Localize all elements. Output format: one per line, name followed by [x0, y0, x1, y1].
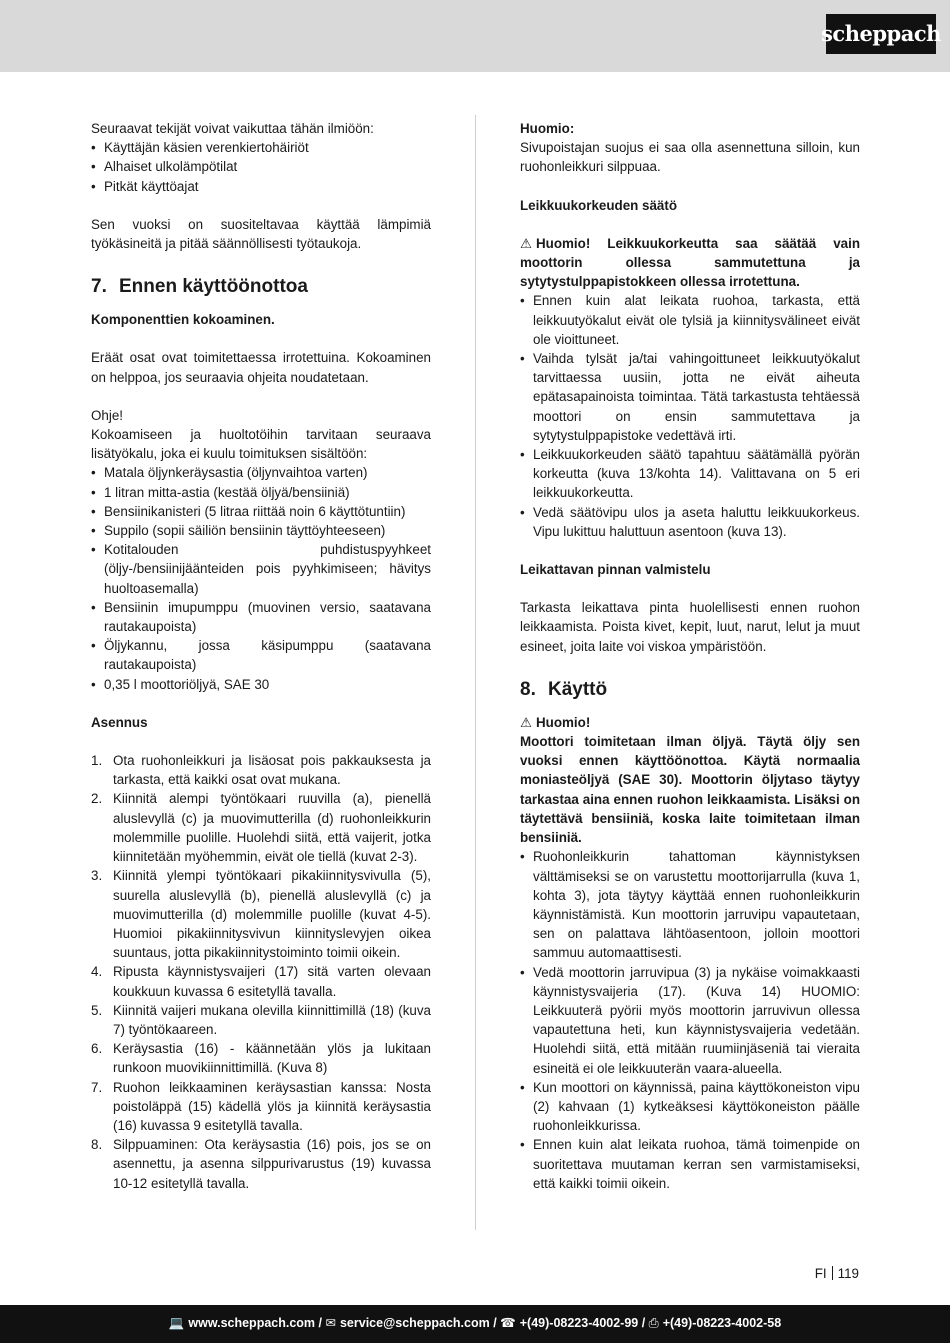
list-item: • Kotitalouden puhdistuspyyhkeet (öljy-/bensiinijäänteiden pois pyyhkimiseen; hävitys huoltoasemalla): [91, 540, 431, 598]
list-item: • 1 litran mitta-astia (kestää öljyä/bensiiniä): [91, 483, 431, 502]
footer-bar: [0, 1305, 950, 1343]
list-item: • Leikkuukorkeuden säätö tapahtuu säätämällä pyörän korkeutta (kuva 13/kohta 14). Valittavana on 5 eri leikkuukorkeutta.: [520, 445, 860, 503]
list-item: • Kun moottori on käynnissä, paina käyttökoneiston vipu (2) kahvaan (1) kytkeäksesi käyttökoneiston päälle ruohonleikkurissa.: [520, 1078, 860, 1136]
list-item: 3. Kiinnitä ylempi työntökaari pikakiinnitysvivulla (5), suurella aluslevyllä (b), pienellä aluslevyllä (c) ja muovimutterilla (d) molemmille puolille (kuvat 4-5). Huomioi pikakiinnitysvivun kiinnityslevyjen oikea suuntaus, jotta pikakiinnitystoiminto toimii oikein.: [91, 868, 431, 961]
footer-email: service@scheppach.com /: [339, 1316, 497, 1331]
left-column: [91, 119, 431, 1193]
list-item: • Vaihda tylsät ja/tai vahingoittuneet leikkuutyökalut tarvittaessa uusiin, jotta ne eivät aiheuta epätasapainoista toimintaa. Tätä tarkastusta tehtäessä moottori on ensin sammutettava ja sytytystulppapistoke vedettävä irti.: [520, 349, 860, 445]
column-divider: [475, 115, 476, 1230]
list-item: • Käyttäjän käsien verenkiertohäiriöt: [91, 138, 431, 157]
footer-phone: +(49)-08223-4002-99 /: [519, 1316, 646, 1331]
vibration-intro: Seuraavat tekijät voivat vaikuttaa tähän ilmiöön:: [91, 121, 374, 136]
cutting-height-warning: ⚠ Huomio! Leikkuukorkeutta saa säätää vain moottorin ollessa sammutettuna ja sytytystulppapistokkeen ollessa irrotettuna.: [520, 235, 860, 290]
vibration-advice: Sen vuoksi on suositeltavaa käyttää lämpimiä työkäsineitä ja pitää säännöllisesti työtaukoja.: [91, 216, 431, 252]
operation-warning-text: Moottori toimitetaan ilman öljyä. Täytä öljy sen vuoksi ennen käyttöönottoa. Käytä normaalia moniasteöljyä (SAE 30). Moottorin öljytaso täytyy tarkastaa aina ennen ruohon leikkaamista. Lisäksi on täytettävä bensiiniä, koska laite toimitetaan ilman bensiiniä.: [520, 734, 860, 846]
list-item: • Pitkät käyttöajat: [91, 177, 431, 196]
list-item: 5. Kiinnitä vaijeri mukana olevilla kiinnittimillä (18) (kuva 7) työntökaareen.: [91, 1002, 431, 1037]
list-item: 1. Ota ruohonleikkuri ja lisäosat pois pakkauksesta ja tarkasta, että kaikki osat ovat mukana.: [91, 753, 431, 788]
attention-label: Huomio:: [520, 121, 575, 136]
cutting-height-heading: Leikkuukorkeuden säätö: [520, 197, 678, 213]
footer-fax: +(49)-08223-4002-58: [662, 1316, 782, 1331]
footer-web: www.scheppach.com /: [188, 1316, 322, 1331]
warning-icon: ⚠: [520, 714, 533, 730]
list-item: • Alhaiset ulkolämpötilat: [91, 157, 431, 176]
header-bar: [0, 0, 950, 72]
list-item: 7. Ruohon leikkaaminen keräysastian kanssa: Nosta poistoläppä (15) kädellä ylös ja kiinnitä keräysastia (16) kuvassa 9 esitetyllä tavalla.: [91, 1079, 431, 1133]
section-title: Ennen käyttöönottoa: [119, 276, 308, 298]
section-number: 7.: [91, 276, 107, 298]
warning-icon: ⚠: [520, 235, 533, 251]
assembly-heading: Komponenttien kokoaminen.: [91, 312, 275, 328]
list-item: • Öljykannu, jossa käsipumppu (saatavana rautakaupoista): [91, 636, 431, 674]
mail-icon: ✉: [325, 1316, 336, 1331]
fax-icon: ⎙: [648, 1316, 659, 1331]
assembly-text: Eräät osat ovat toimitettaessa irrotettuina. Kokoaminen on helppoa, jos seuraavia ohjeita noudatetaan.: [91, 350, 431, 385]
list-item: • Bensiinin imupumppu (muovinen versio, saatavana rautakaupoista): [91, 598, 431, 636]
section-7-heading: [91, 272, 431, 310]
phone-icon: ☎: [500, 1316, 516, 1331]
scheppach-logo: scheppach: [826, 14, 936, 54]
list-item: 4. Ripusta käynnistysvaijeri (17) sitä varten olevaan koukkuun kuvassa 6 esitetyllä tavalla.: [91, 964, 431, 999]
list-item: • 0,35 l moottoriöljyä, SAE 30: [91, 675, 431, 694]
list-item: 6. Keräysastia (16) - käännetään ylös ja lukitaan runkoon muovikiinnittimillä. (Kuva 8): [91, 1041, 431, 1076]
list-item: • Bensiinikanisteri (5 litraa riittää noin 6 käyttötuntiin): [91, 502, 431, 521]
operation-list: [520, 847, 860, 1193]
list-item: • Vedä moottorin jarruvipua (3) ja nykäise voimakkaasti käynnistysvaijeria (17). (Kuva 14) HUOMIO: Leikkuuterä pyörii myös moottorin jarruvivun ollessa vapautettuna heti, kun käynnistysvaijeria vedetään. Huolehdi siitä, että mitään ruumiinjäseniä tai vieraita esineitä ei ole leikkuuterän vaara-alueella.: [520, 963, 860, 1078]
attention-text: Sivupoistajan suojus ei saa olla asennettuna silloin, kun ruohonleikkuri silppuaa.: [520, 140, 860, 175]
cutting-height-list: [520, 291, 860, 541]
tools-list: [91, 463, 431, 693]
list-item: • Matala öljynkeräysastia (öljynvaihtoa varten): [91, 463, 431, 482]
note-label: Ohje!: [91, 407, 124, 423]
list-item: • Ennen kuin alat leikata ruohoa, tämä toimenpide on suoritettava muutaman kerran sen varmistamiseksi, että kaikki toimii oikein.: [520, 1135, 860, 1193]
list-item: • Ennen kuin alat leikata ruohoa, tarkasta, että leikkuutyökalut eivät ole tylsiä ja kiinnitysvälineet eivät ole vioittuneet.: [520, 291, 860, 349]
section-title: Käyttö: [548, 678, 608, 700]
list-item: • Vedä säätövipu ulos ja aseta haluttu leikkuukorkeus. Vipu lukittuu haluttuun asentoon (kuva 13).: [520, 503, 860, 541]
list-item: • Ruohonleikkurin tahattoman käynnistyksen välttämiseksi se on varustettu moottorijarrulla (kuva 1, kohta 3), jota täytyy käyttää ennen ruohonleikkurin käynnistämistä. Kun moottorin jarruvipu vapautetaan, sen on palattava lähtöasentoon, jolloin moottori sammuu automaattisesti.: [520, 847, 860, 962]
note-text: Kokoamiseen ja huoltotöihin tarvitaan seuraava lisätyökalu, joka ei kuulu toimituksen sisältöön:: [91, 427, 431, 462]
right-column: [520, 119, 860, 1193]
surface-prep-text: Tarkasta leikattava pinta huolellisesti ennen ruohon leikkaamista. Poista kivet, kepit, luut, narut, lelut ja muut esineet, joita laite voi viskoa ympäristöön.: [520, 600, 860, 654]
list-item: 8. Silppuaminen: Ota keräysastia (16) pois, jos se on asennettu, ja asenna silppurivarustus (19) kuvassa 10-12 esitetyllä tavalla.: [91, 1137, 431, 1191]
page-number: FI 119: [814, 1266, 859, 1281]
installation-heading: Asennus: [91, 714, 148, 730]
section-8-heading: [520, 675, 860, 713]
list-item: 2. Kiinnitä alempi työntökaari ruuvilla (a), pienellä aluslevyllä (c) ja muovimutterilla (d) ruohonleikkurin molemmille puolille. Huolehdi siitä, että vaijerit, jotka kiinnitetään myöhemmin, eivät ole tiellä (kuvat 2-3).: [91, 791, 431, 865]
installation-steps: [91, 751, 431, 1193]
section-number: 8.: [520, 678, 536, 700]
surface-prep-heading: Leikattavan pinnan valmistelu: [520, 562, 711, 578]
operation-warning-label: ⚠ Huomio!: [520, 713, 860, 732]
list-item: • Suppilo (sopii säiliön bensiinin täyttöyhteeseen): [91, 521, 431, 540]
vibration-factors-list: [91, 138, 431, 196]
computer-icon: 💻: [168, 1316, 185, 1331]
